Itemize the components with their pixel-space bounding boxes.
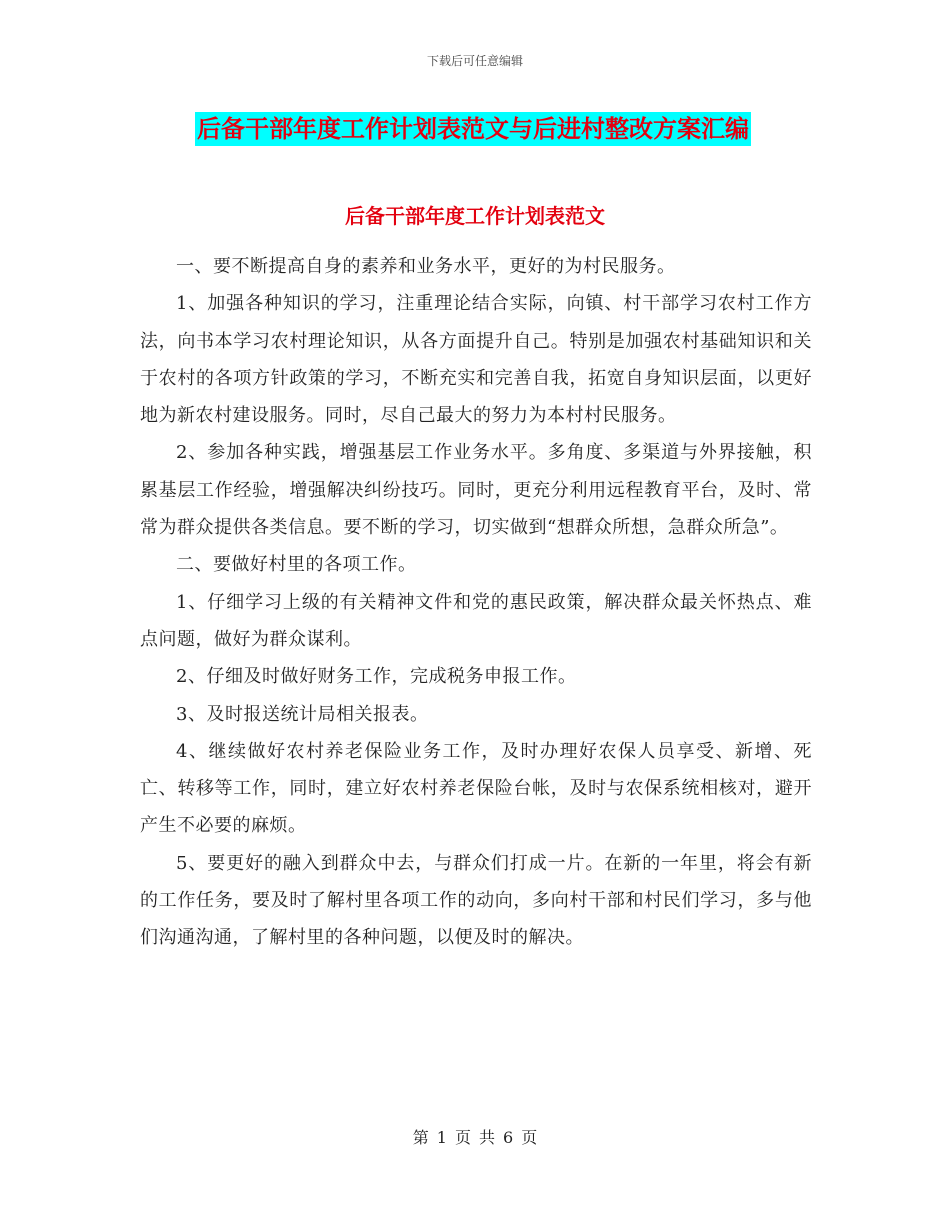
- header-note: 下载后可任意编辑: [426, 54, 523, 68]
- footer-label-unit: 页: [454, 1128, 471, 1147]
- paragraph-heading-2: 二、要做好村里的各项工作。: [176, 554, 417, 576]
- page-footer: [0, 1125, 950, 1148]
- footer-page-number: 1: [436, 1128, 447, 1147]
- paragraph-item-1-2: 2、参加各种实践，增强基层工作业务水平。多角度、多渠道与外界接触，积累基层工作经验，增强解决纠纷技巧。同时，更充分利用远程教育平台，及时、常常为群众提供各类信息。要不断的学习，切实做到“想群众所想，急群众所急”。: [140, 442, 812, 539]
- section-title: 后备干部年度工作计划表范文: [345, 204, 605, 228]
- paragraph-item-2-1: 1、仔细学习上级的有关精神文件和党的惠民政策，解决群众最关怀热点、难点问题，做好为群众谋利。: [140, 591, 812, 650]
- footer-label-unit2: 页: [521, 1128, 538, 1147]
- paragraph-item-2-2: 2、仔细及时做好财务工作，完成税务申报工作。: [176, 666, 577, 688]
- paragraph-item-2-3: 3、及时报送统计局相关报表。: [176, 703, 429, 725]
- paragraph-item-2-5: 5、要更好的融入到群众中去，与群众们打成一片。在新的一年里，将会有新的工作任务，要及时了解村里各项工作的动向，多向村干部和村民们学习，多与他们沟通沟通，了解村里的各种问题，以便及时的解决。: [140, 852, 812, 949]
- paragraph-item-2-4: 4、继续做好农村养老保险业务工作，及时办理好农保人员享受、新增、死亡、转移等工作，同时，建立好农村养老保险台帐，及时与农保系统相核对，避开产生不必要的麻烦。: [140, 740, 812, 837]
- paragraph-heading-1: 一、要不断提高自身的素养和业务水平，更好的为村民服务。: [176, 256, 676, 277]
- footer-total-pages: 6: [503, 1128, 514, 1147]
- footer-label-total: 共: [479, 1128, 496, 1147]
- document-body: [140, 248, 812, 957]
- document-main-title: 后备干部年度工作计划表范文与后进村整改方案汇编: [195, 112, 751, 146]
- paragraph-item-1-1: 1、加强各种知识的学习，注重理论结合实际，向镇、村干部学习农村工作方法，向书本学习农村理论知识，从各方面提升自己。特别是加强农村基础知识和关于农村的各项方针政策的学习，不断充实和完善自我，拓宽自身知识层面，以更好地为新农村建设服务。同时，尽自己最大的努力为本村村民服务。: [140, 293, 812, 427]
- footer-label-page: 第: [412, 1128, 429, 1147]
